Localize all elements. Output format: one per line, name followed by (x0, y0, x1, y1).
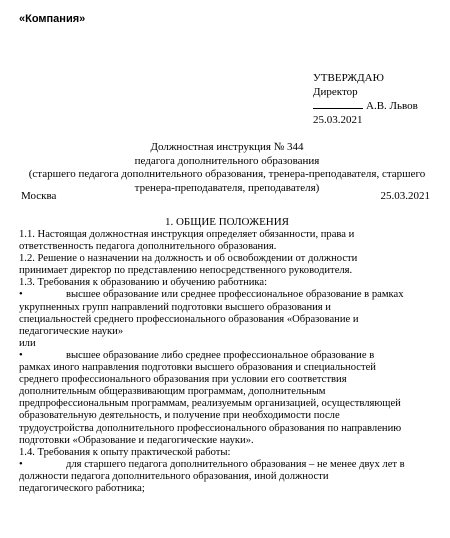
approval-signatory: А.В. Львов (366, 100, 418, 112)
list-item-line: подготовки «Образование и педагогические науки». (19, 434, 254, 446)
bullet-icon: • (19, 349, 23, 361)
list-item (19, 289, 438, 301)
bullet-icon: • (19, 289, 23, 301)
bullet-icon: • (19, 458, 23, 470)
approval-heading: УТВЕРЖДАЮ (313, 72, 384, 84)
paragraph-line: принимает директор по представлению непосредственного руководителя. (19, 265, 353, 277)
list-item-line: рамках иного направления подготовки высшего образования и специальностей (19, 362, 376, 374)
list-item-line: трудоустройства дополнительного профессионального образования по направлению (19, 422, 402, 434)
paragraph-line: ответственность педагога дополнительного образования. (19, 241, 277, 253)
company-name: «Компания» (19, 13, 86, 25)
signature-blank (313, 99, 363, 109)
document-date: 25.03.2021 (380, 190, 430, 202)
approval-signature-line (313, 99, 418, 114)
list-item-line: для старшего педагога дополнительного образования – не менее двух лет в (66, 458, 405, 470)
list-item (19, 459, 438, 471)
list-item-line: образовательную деятельность, и получение при необходимости после (19, 410, 340, 422)
title-line-2: педагога дополнительного образования (134, 154, 320, 167)
list-item-line: высшее образование либо среднее профессиональное образование в (66, 349, 375, 361)
approval-position: Директор (313, 85, 358, 98)
list-item-line: предпрофессиональным программам, реализуемым организацией, осуществляющей (19, 398, 401, 410)
paragraph-line: 1.3. Требования к образованию и обучению работника: (19, 277, 268, 289)
conjunction-or: или (19, 337, 36, 349)
paragraph-line: 1.4. Требования к опыту практической работы: (19, 446, 231, 458)
place-date-row (21, 190, 430, 202)
list-item-line: среднего профессионального образования при условии его соответствия (19, 374, 347, 386)
list-item (19, 350, 438, 362)
list-item-line: педагогические науки» (19, 325, 124, 337)
approval-date: 25.03.2021 (313, 113, 363, 126)
paragraph-line: 1.1. Настоящая должностная инструкция определяет обязанности, права и (19, 229, 355, 240)
list-item-line: укрупненных групп направлений подготовки высшего образования и (19, 301, 331, 313)
list-item-line: дополнительным общеразвивающим программам, дополнительным (19, 386, 326, 398)
list-item-line: специальностей среднего профессионального образования «Образование и (19, 313, 359, 325)
title-line-1: Должностная инструкция № 344 (150, 141, 304, 153)
title-line-3: (старшего педагога дополнительного образования, тренера-преподавателя, старшего (28, 168, 426, 180)
document-place: Москва (21, 190, 57, 202)
title-line-4: тренера-преподавателя, преподавателя) (134, 181, 320, 194)
approval-block (313, 72, 418, 127)
paragraph-line: 1.2. Решение о назначении на должность и об освобождении от должности (19, 253, 358, 265)
section-title: 1. ОБЩИЕ ПОЛОЖЕНИЯ (164, 216, 290, 228)
section-body (19, 229, 438, 495)
document-title (12, 141, 442, 195)
list-item-line: должности педагога дополнительного образования, иной должности (19, 470, 329, 482)
list-item-line: высшее образование или среднее профессиональное образование в рамках (66, 289, 404, 301)
list-item-line: педагогического работника; (19, 482, 145, 494)
